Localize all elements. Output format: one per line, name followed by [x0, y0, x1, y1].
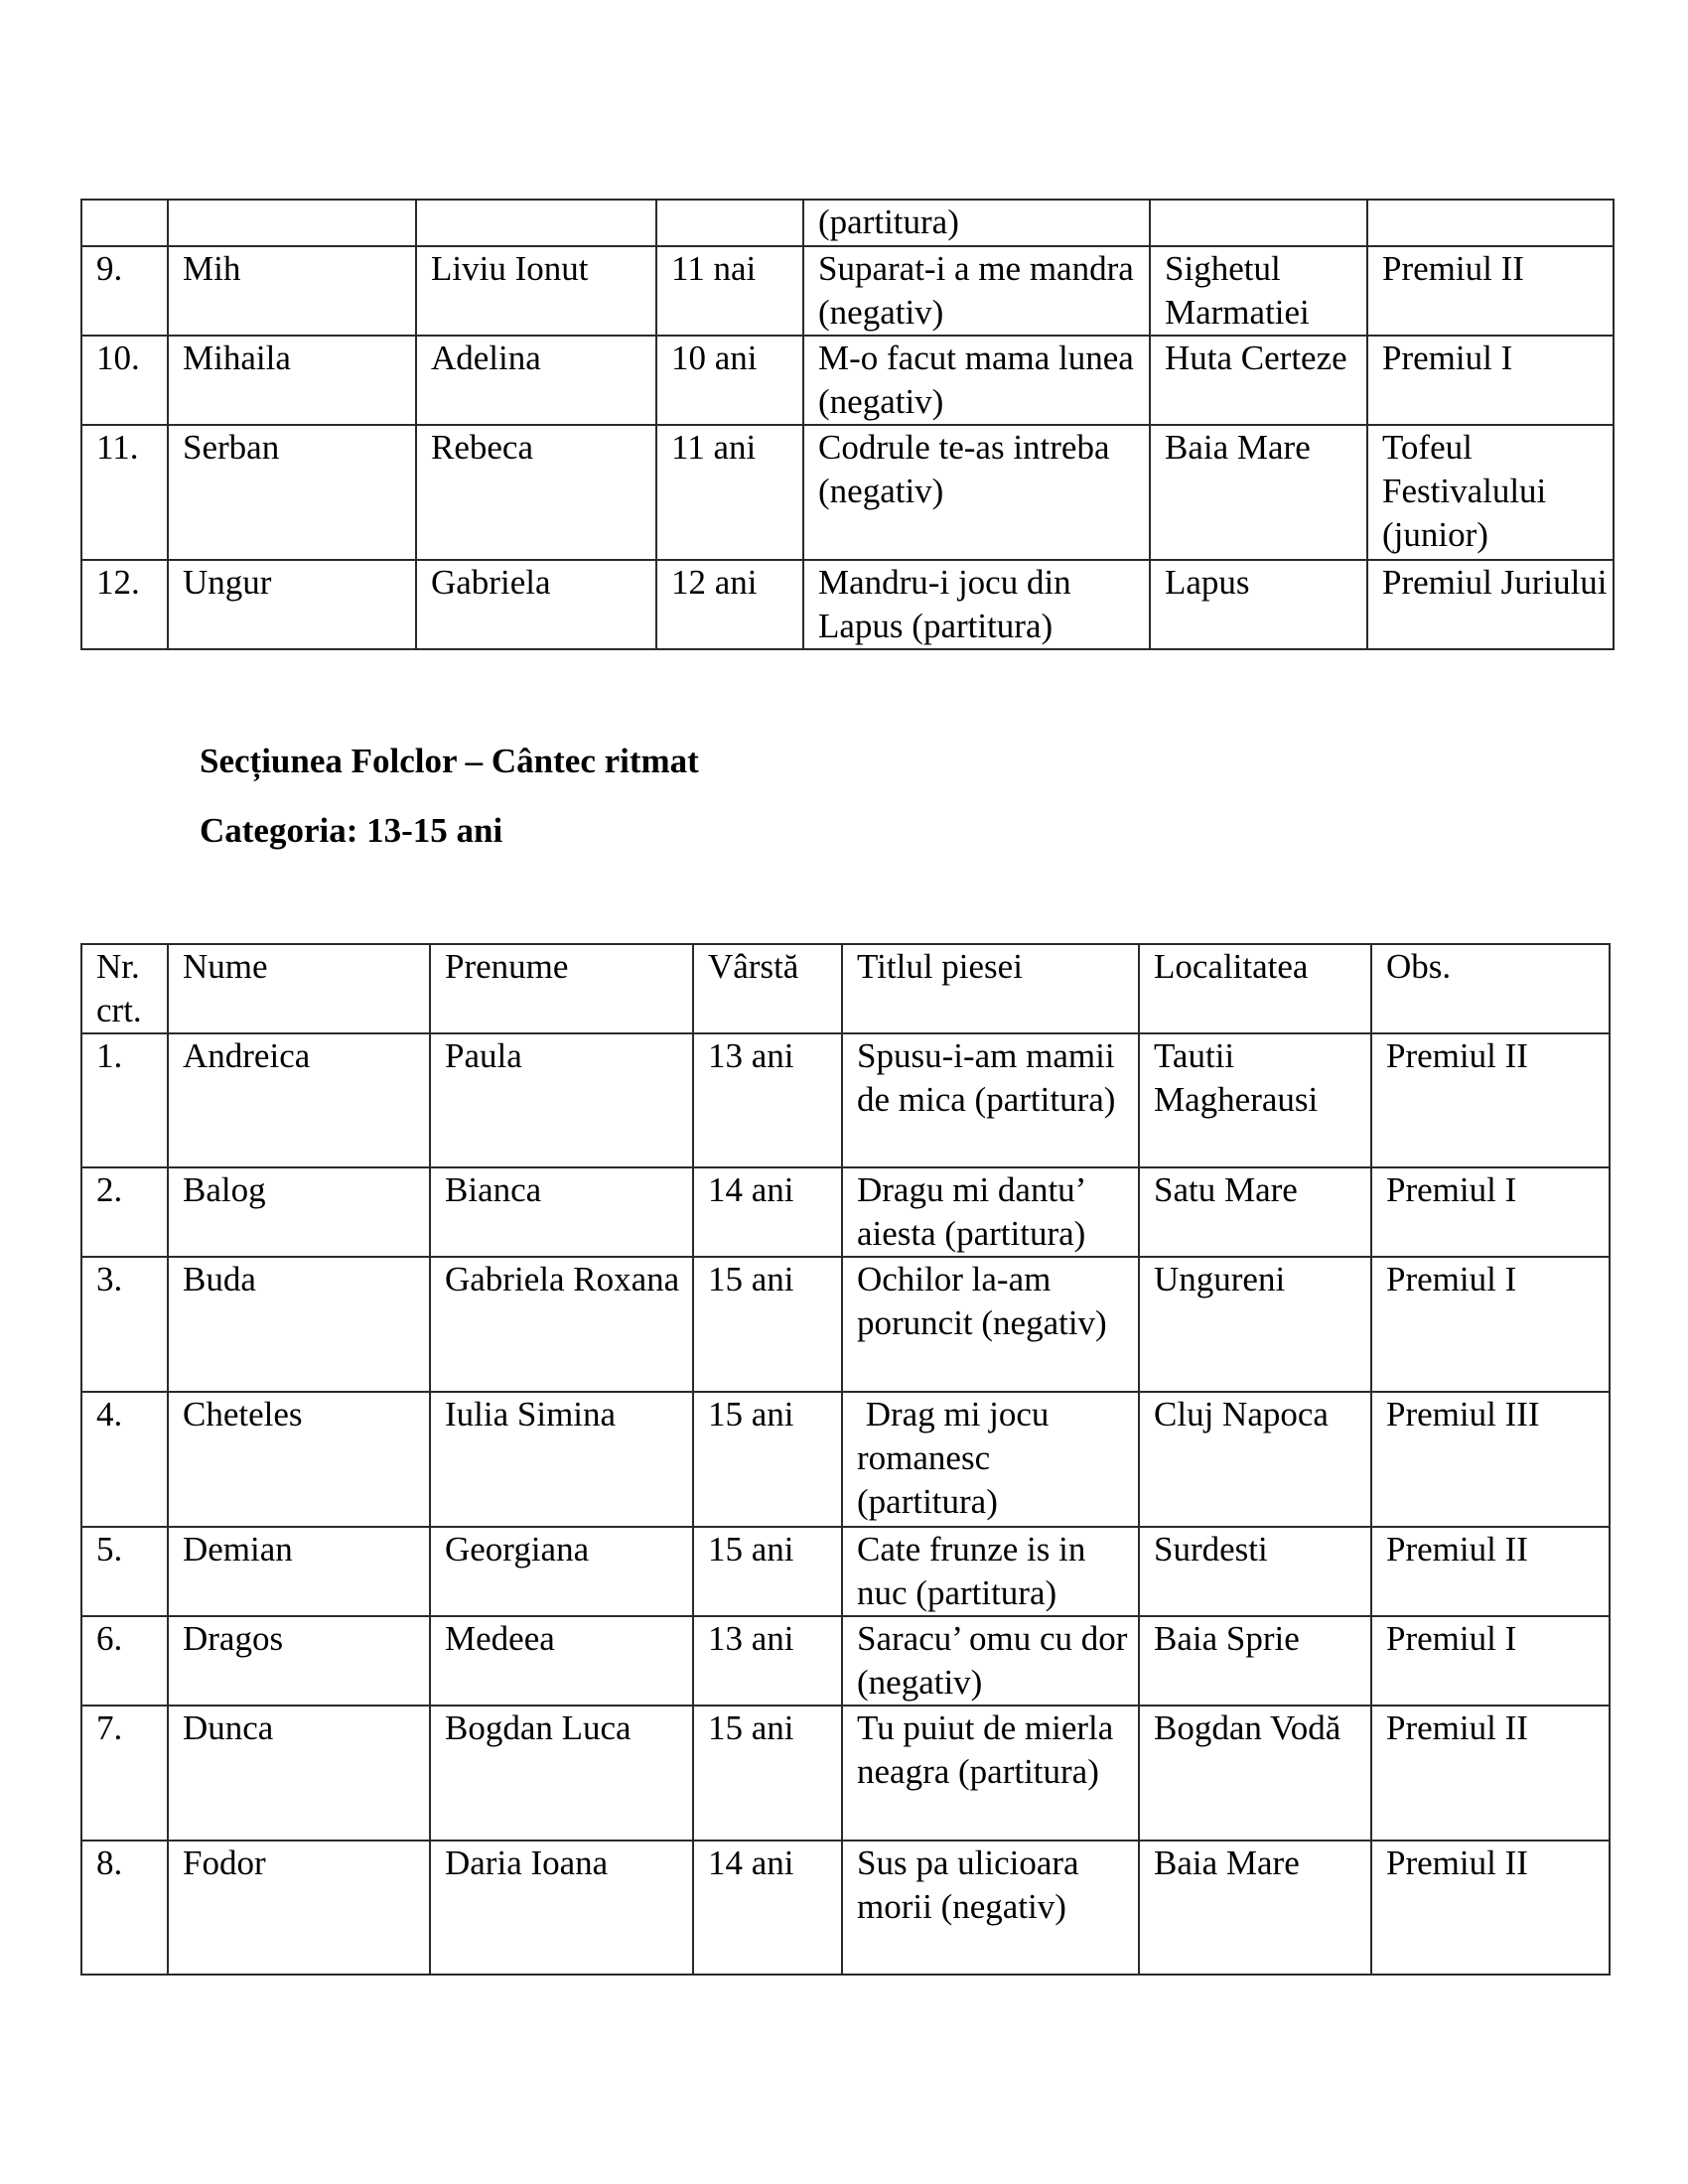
cell-varsta: 11 nai [656, 246, 803, 336]
cell-nr: 12. [81, 560, 168, 649]
cell-localitate: Huta Certeze [1150, 336, 1367, 425]
header-obs: Obs. [1371, 944, 1610, 1033]
header-titlu: Titlul piesei [842, 944, 1139, 1033]
table-header-row [81, 944, 1610, 1033]
cell-nr: 2. [81, 1167, 168, 1257]
header-nr: Nr. crt. [81, 944, 168, 1033]
cell-varsta [656, 200, 803, 246]
table-row [81, 560, 1614, 649]
cell-prenume: Rebeca [416, 425, 656, 560]
cell-prenume: Bogdan Luca [430, 1706, 693, 1841]
cell-nume: Buda [168, 1257, 430, 1392]
cell-varsta: 15 ani [693, 1257, 842, 1392]
cell-varsta: 13 ani [693, 1616, 842, 1706]
cell-obs: Premiul II [1371, 1706, 1610, 1841]
cell-nume: Andreica [168, 1033, 430, 1167]
cell-localitate: Baia Sprie [1139, 1616, 1371, 1706]
cell-obs: Premiul II [1367, 246, 1614, 336]
cell-prenume: Gabriela Roxana [430, 1257, 693, 1392]
cell-obs: Premiul I [1371, 1167, 1610, 1257]
cell-prenume: Iulia Simina [430, 1392, 693, 1527]
cell-titlu: Cate frunze is in nuc (partitura) [842, 1527, 1139, 1616]
cell-obs: Premiul I [1367, 336, 1614, 425]
cell-varsta: 13 ani [693, 1033, 842, 1167]
cell-varsta: 14 ani [693, 1841, 842, 1975]
cell-localitate: Baia Mare [1139, 1841, 1371, 1975]
cell-nume: Ungur [168, 560, 416, 649]
cell-titlu: Ochilor la-am poruncit (negativ) [842, 1257, 1139, 1392]
cell-obs: Premiul II [1371, 1841, 1610, 1975]
cell-nr [81, 200, 168, 246]
cell-prenume: Bianca [430, 1167, 693, 1257]
cell-nume: Dunca [168, 1706, 430, 1841]
cell-nr: 6. [81, 1616, 168, 1706]
cell-nr: 8. [81, 1841, 168, 1975]
cell-localitate: Satu Mare [1139, 1167, 1371, 1257]
table-row [81, 1392, 1610, 1527]
cell-nume [168, 200, 416, 246]
cell-localitate: Tautii Magherausi [1139, 1033, 1371, 1167]
cell-obs: Premiul III [1371, 1392, 1610, 1527]
category-title: Categoria: 13-15 ani [200, 811, 503, 850]
cell-varsta: 15 ani [693, 1527, 842, 1616]
cell-nr: 11. [81, 425, 168, 560]
cell-titlu: Mandru-i jocu din Lapus (partitura) [803, 560, 1150, 649]
cell-obs: Premiul II [1371, 1527, 1610, 1616]
cell-prenume: Daria Ioana [430, 1841, 693, 1975]
table-row [81, 336, 1614, 425]
header-varsta: Vârstă [693, 944, 842, 1033]
table-row [81, 1706, 1610, 1841]
cell-prenume: Medeea [430, 1616, 693, 1706]
cell-titlu: Spusu-i-am mamii de mica (partitura) [842, 1033, 1139, 1167]
cell-nr: 10. [81, 336, 168, 425]
cell-prenume: Paula [430, 1033, 693, 1167]
cell-localitate: Lapus [1150, 560, 1367, 649]
header-nume: Nume [168, 944, 430, 1033]
cell-nr: 5. [81, 1527, 168, 1616]
cell-titlu: Suparat-i a me mandra (negativ) [803, 246, 1150, 336]
cell-nume: Demian [168, 1527, 430, 1616]
cell-localitate: Bogdan Vodă [1139, 1706, 1371, 1841]
cell-prenume [416, 200, 656, 246]
cell-nume: Balog [168, 1167, 430, 1257]
cell-nr: 3. [81, 1257, 168, 1392]
cell-varsta: 11 ani [656, 425, 803, 560]
table-row [81, 246, 1614, 336]
table-row [81, 1616, 1610, 1706]
results-table [80, 943, 1611, 1976]
cell-localitate: Ungureni [1139, 1257, 1371, 1392]
cell-obs: Tofeul Festivalului (junior) [1367, 425, 1614, 560]
cell-nr: 7. [81, 1706, 168, 1841]
header-prenume: Prenume [430, 944, 693, 1033]
cell-obs: Premiul I [1371, 1616, 1610, 1706]
table-row [81, 1033, 1610, 1167]
table-row [81, 1527, 1610, 1616]
cell-nume: Fodor [168, 1841, 430, 1975]
cell-titlu: Codrule te-as intreba (negativ) [803, 425, 1150, 560]
table-row [81, 425, 1614, 560]
cell-varsta: 12 ani [656, 560, 803, 649]
section-title: Secțiunea Folclor – Cântec ritmat [200, 742, 699, 780]
cell-localitate: Cluj Napoca [1139, 1392, 1371, 1527]
cell-varsta: 15 ani [693, 1392, 842, 1527]
header-localitate: Localitatea [1139, 944, 1371, 1033]
table-row [81, 1257, 1610, 1392]
cell-titlu: Dragu mi dantu’ aiesta (partitura) [842, 1167, 1139, 1257]
table-row [81, 200, 1614, 246]
cell-prenume: Liviu Ionut [416, 246, 656, 336]
cell-titlu: Drag mi jocu romanesc (partitura) [842, 1392, 1139, 1527]
cell-titlu: M-o facut mama lunea (negativ) [803, 336, 1150, 425]
cell-titlu: Sus pa ulicioara morii (negativ) [842, 1841, 1139, 1975]
cell-localitate: Sighetul Marmatiei [1150, 246, 1367, 336]
cell-nume: Serban [168, 425, 416, 560]
cell-nr: 1. [81, 1033, 168, 1167]
cell-localitate: Baia Mare [1150, 425, 1367, 560]
cell-prenume: Georgiana [430, 1527, 693, 1616]
cell-obs: Premiul II [1371, 1033, 1610, 1167]
cell-obs: Premiul I [1371, 1257, 1610, 1392]
results-table-continued [80, 199, 1615, 650]
cell-prenume: Adelina [416, 336, 656, 425]
cell-varsta: 14 ani [693, 1167, 842, 1257]
cell-prenume: Gabriela [416, 560, 656, 649]
cell-nr: 4. [81, 1392, 168, 1527]
cell-varsta: 15 ani [693, 1706, 842, 1841]
cell-localitate [1150, 200, 1367, 246]
table-row [81, 1841, 1610, 1975]
cell-nume: Mihaila [168, 336, 416, 425]
cell-localitate: Surdesti [1139, 1527, 1371, 1616]
cell-obs [1367, 200, 1614, 246]
cell-nume: Mih [168, 246, 416, 336]
cell-titlu: (partitura) [803, 200, 1150, 246]
cell-nr: 9. [81, 246, 168, 336]
cell-nume: Dragos [168, 1616, 430, 1706]
cell-obs: Premiul Juriului [1367, 560, 1614, 649]
table-row [81, 1167, 1610, 1257]
cell-nume: Cheteles [168, 1392, 430, 1527]
cell-varsta: 10 ani [656, 336, 803, 425]
cell-titlu: Tu puiut de mierla neagra (partitura) [842, 1706, 1139, 1841]
cell-titlu: Saracu’ omu cu dor (negativ) [842, 1616, 1139, 1706]
